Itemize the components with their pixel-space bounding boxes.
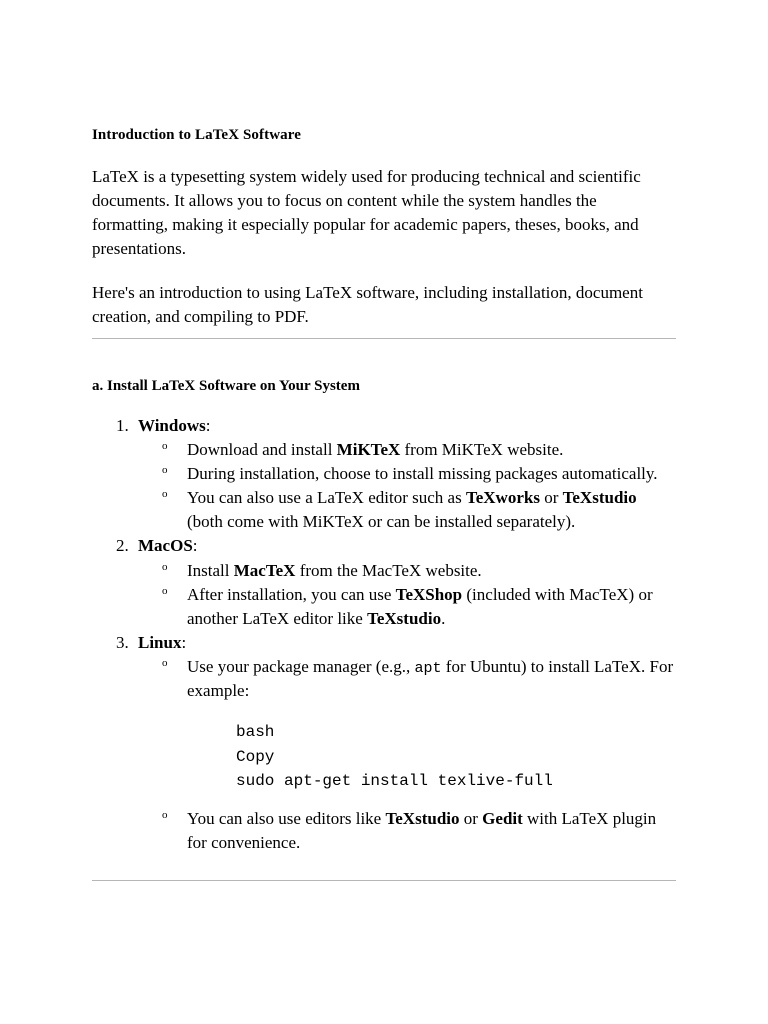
os-sub-list-item bbox=[138, 583, 676, 631]
os-sub-list-text bbox=[187, 438, 676, 462]
body-text: (both come with MiKTeX or can be installed separately). bbox=[187, 512, 576, 532]
body-text: You can also use editors like bbox=[187, 809, 386, 829]
intro-paragraph-2: Here's an introduction to using LaTeX software, including installation, document creation, and compiling to PDF. bbox=[92, 283, 643, 327]
horizontal-divider-top bbox=[92, 338, 676, 339]
os-name-text: Linux bbox=[138, 632, 182, 652]
body-text: You can also use a LaTeX editor such as bbox=[187, 488, 466, 508]
os-name-label bbox=[138, 631, 676, 655]
emphasis-text: Gedit bbox=[482, 809, 523, 829]
intro-paragraph-1: LaTeX is a typesetting system widely used for producing technical and scientific documents. It allows you to focus on content while the system handles the formatting, making it especially popular for academic papers, theses, books, and presentations. bbox=[92, 166, 641, 258]
os-name-text: MacOS bbox=[138, 536, 193, 556]
body-text: or bbox=[539, 488, 563, 508]
section-heading: a. Install LaTeX Software on Your System bbox=[92, 378, 360, 395]
os-sub-list-text bbox=[187, 583, 676, 631]
os-name-colon: : bbox=[205, 415, 211, 435]
emphasis-text: TeXstudio bbox=[367, 608, 442, 628]
code-block bbox=[187, 720, 676, 793]
os-name-colon: : bbox=[181, 632, 187, 652]
os-sub-list-text bbox=[187, 462, 676, 486]
os-sub-list bbox=[138, 655, 676, 856]
os-sub-list-item bbox=[138, 559, 676, 583]
inline-code: apt bbox=[414, 660, 442, 677]
code-language-label: bash bbox=[236, 723, 275, 742]
circle-bullet-icon: o bbox=[162, 439, 168, 452]
body-text: . bbox=[441, 608, 446, 628]
os-list-marker: 2. bbox=[116, 536, 129, 556]
os-list-item bbox=[92, 534, 676, 631]
os-sub-list-item bbox=[138, 438, 676, 462]
os-list-marker: 3. bbox=[116, 632, 129, 652]
emphasis-text: MiKTeX bbox=[336, 439, 401, 459]
body-text: or bbox=[459, 809, 483, 829]
horizontal-divider-bottom bbox=[92, 880, 676, 881]
body-text: During installation, choose to install missing packages automatically. bbox=[187, 464, 658, 483]
os-sub-list bbox=[138, 559, 676, 631]
emphasis-text: TeXstudio bbox=[385, 809, 460, 829]
emphasis-text: TeXworks bbox=[465, 488, 540, 508]
os-name-text: Windows bbox=[138, 415, 206, 435]
os-sub-list-item bbox=[138, 807, 676, 855]
circle-bullet-icon: o bbox=[162, 809, 168, 822]
emphasis-text: TeXShop bbox=[395, 584, 463, 604]
copy-code-button[interactable]: Copy bbox=[236, 747, 275, 766]
body-text: with LaTeX plugin for convenience. bbox=[187, 809, 657, 853]
os-sub-list-text bbox=[187, 807, 676, 855]
emphasis-text: MacTeX bbox=[233, 560, 296, 580]
os-list-item bbox=[92, 631, 676, 856]
body-text: Download and install bbox=[187, 439, 337, 459]
body-text: After installation, you can use bbox=[187, 584, 396, 604]
body-text: for Ubuntu) to install LaTeX. For example: bbox=[187, 657, 674, 701]
os-sub-list-item bbox=[138, 655, 676, 793]
circle-bullet-icon: o bbox=[162, 488, 168, 501]
os-sub-list-item bbox=[138, 462, 676, 486]
code-command-text: sudo apt-get install texlive-full bbox=[236, 772, 553, 791]
circle-bullet-icon: o bbox=[162, 657, 168, 669]
body-text: Use your package manager (e.g., bbox=[187, 657, 415, 676]
os-name-label bbox=[138, 534, 676, 558]
circle-bullet-icon: o bbox=[162, 464, 168, 476]
os-sub-list-item bbox=[138, 486, 676, 534]
os-sub-list-text bbox=[187, 559, 676, 583]
os-install-list bbox=[92, 414, 676, 856]
circle-bullet-icon: o bbox=[162, 560, 168, 573]
os-name-label bbox=[138, 414, 676, 438]
body-text: (included with MacTeX) or another LaTeX editor like bbox=[187, 584, 653, 628]
divider-bottom-wrap bbox=[92, 880, 676, 881]
divider-top-wrap bbox=[92, 329, 676, 339]
emphasis-text: TeXstudio bbox=[562, 488, 637, 508]
os-list-marker: 1. bbox=[116, 415, 129, 435]
body-text: from the MacTeX website. bbox=[295, 560, 482, 580]
page-title: Introduction to LaTeX Software bbox=[92, 127, 301, 143]
os-name-colon: : bbox=[192, 536, 198, 556]
os-sub-list-text bbox=[187, 655, 676, 703]
os-sub-list bbox=[138, 438, 676, 535]
os-sub-list-text bbox=[187, 486, 676, 534]
body-text: from MiKTeX website. bbox=[400, 439, 564, 459]
document-content bbox=[92, 126, 676, 881]
body-text: Install bbox=[187, 560, 234, 580]
os-list-item bbox=[92, 414, 676, 535]
circle-bullet-icon: o bbox=[162, 584, 168, 597]
